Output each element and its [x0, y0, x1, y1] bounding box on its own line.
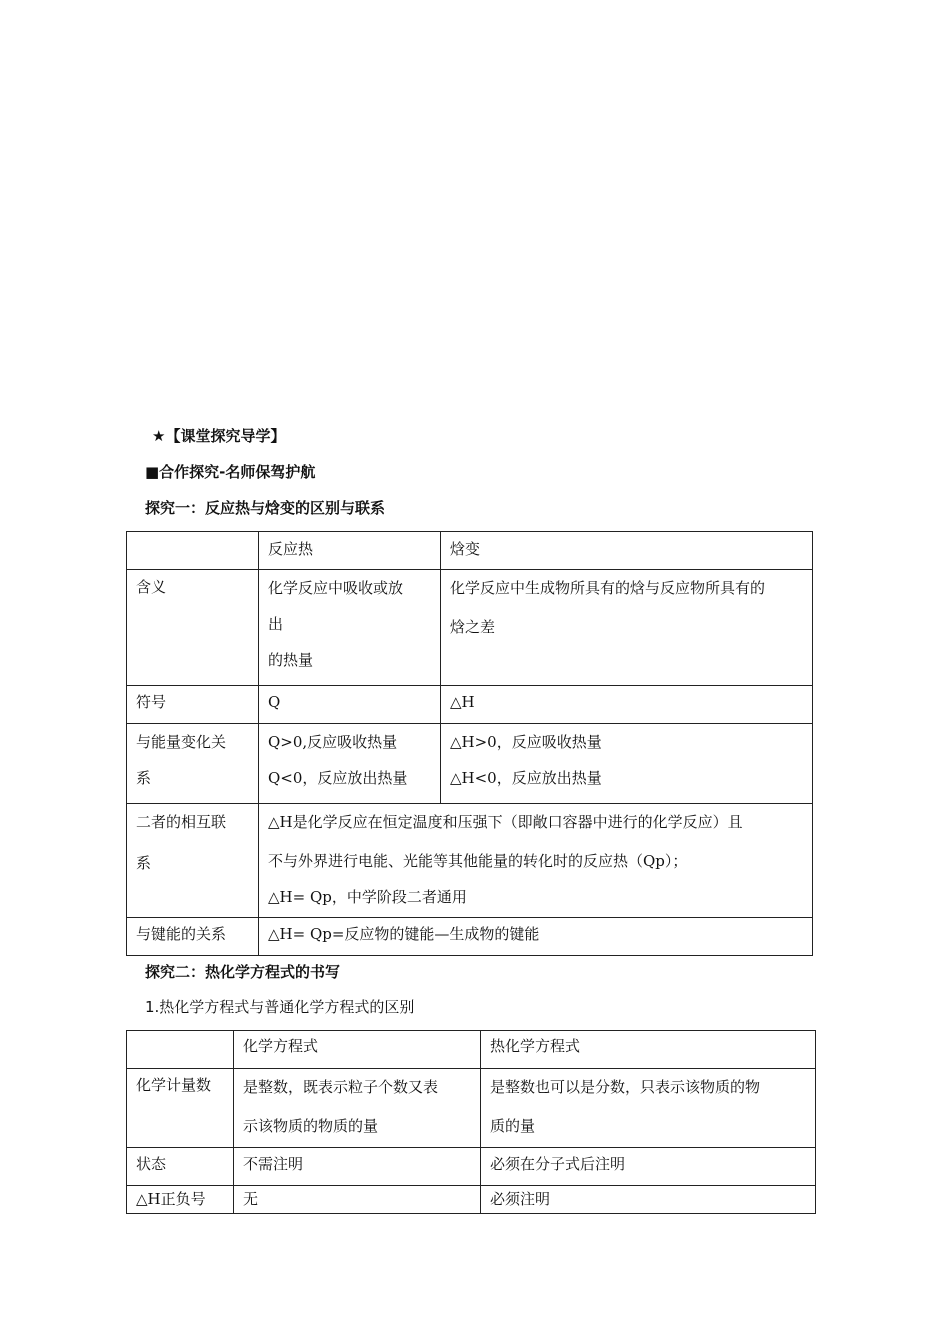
table-equation-comparison — [126, 1030, 816, 1214]
row-label-symbol: 符号 — [127, 686, 259, 724]
cell-symbol-q: Q — [259, 686, 441, 724]
text-line: △H= Qp，中学阶段二者通用 — [268, 888, 467, 906]
cell-energy-relation-dh — [441, 724, 813, 804]
text-line: 焓之差 — [450, 618, 496, 636]
cell-meaning-reaction-heat — [259, 570, 441, 686]
text-line: 是整数也可以是分数，只表示该物质的物 — [490, 1078, 761, 1096]
table-row — [127, 1069, 816, 1148]
cell-dh-sign-chemical: 无 — [234, 1186, 481, 1214]
table-row — [127, 804, 813, 918]
header-cell-empty — [127, 1031, 234, 1069]
header-cell-chemical-equation: 化学方程式 — [234, 1031, 481, 1069]
text-line: 是整数，既表示粒子个数又表 — [243, 1078, 439, 1096]
row-label-meaning: 含义 — [127, 570, 259, 686]
cell-coefficient-thermochemical — [481, 1069, 816, 1148]
row-label-dh-sign: △H正负号 — [127, 1186, 234, 1214]
cell-state-chemical: 不需注明 — [234, 1148, 481, 1186]
text-line: 二者的相互联 — [136, 813, 227, 831]
table-row — [127, 918, 813, 956]
explore2-heading: 探究二：热化学方程式的书写 — [145, 963, 341, 981]
cell-mutual-relation — [259, 804, 813, 918]
text-line: 系 — [136, 769, 152, 787]
row-label-state: 状态 — [127, 1148, 234, 1186]
table-row — [127, 686, 813, 724]
cell-energy-relation-q — [259, 724, 441, 804]
row-label-mutual-relation — [127, 804, 259, 918]
cell-dh-sign-thermochemical: 必须注明 — [481, 1186, 816, 1214]
header-cell-empty — [127, 532, 259, 570]
row-label-stoichiometric-coefficient: 化学计量数 — [127, 1069, 234, 1148]
text-line: 系 — [136, 854, 152, 872]
text-line: Q<0，反应放出热量 — [268, 769, 408, 787]
text-line: 不与外界进行电能、光能等其他能量的转化时的反应热（Qp）； — [268, 852, 688, 870]
table-row — [127, 724, 813, 804]
cell-coefficient-chemical — [234, 1069, 481, 1148]
text-line: △H<0，反应放出热量 — [450, 769, 602, 787]
coop-heading: ■合作探究-名师保驾护航 — [145, 463, 316, 481]
text-line: 的热量 — [268, 651, 314, 669]
table-row — [127, 1148, 816, 1186]
cell-meaning-enthalpy — [441, 570, 813, 686]
row-label-bond-energy: 与键能的关系 — [127, 918, 259, 956]
sub1-heading: 1.热化学方程式与普通化学方程式的区别 — [145, 998, 415, 1016]
text-line: 示该物质的物质的量 — [243, 1117, 379, 1135]
text-line: 质的量 — [490, 1117, 536, 1135]
section-heading: ★【课堂探究导学】 — [152, 427, 286, 445]
cell-state-thermochemical: 必须在分子式后注明 — [481, 1148, 816, 1186]
cell-bond-energy: △H= Qp=反应物的键能—生成物的键能 — [259, 918, 813, 956]
table-reaction-heat-vs-enthalpy — [126, 531, 813, 956]
text-line: 化学反应中吸收或放 — [268, 579, 404, 597]
text-line: △H是化学反应在恒定温度和压强下（即敞口容器中进行的化学反应）且 — [268, 813, 743, 831]
explore1-heading: 探究一：反应热与焓变的区别与联系 — [145, 499, 386, 517]
table-row — [127, 570, 813, 686]
row-label-energy-relation — [127, 724, 259, 804]
header-cell-thermochemical-equation: 热化学方程式 — [481, 1031, 816, 1069]
text-line: △H>0，反应吸收热量 — [450, 733, 602, 751]
table-header-row — [127, 532, 813, 570]
header-cell-reaction-heat: 反应热 — [259, 532, 441, 570]
table-header-row — [127, 1031, 816, 1069]
cell-symbol-dh: △H — [441, 686, 813, 724]
text-line: 出 — [268, 615, 284, 633]
text-line: 与能量变化关 — [136, 733, 227, 751]
text-line: 化学反应中生成物所具有的焓与反应物所具有的 — [450, 579, 766, 597]
header-cell-enthalpy-change: 焓变 — [441, 532, 813, 570]
table-row — [127, 1186, 816, 1214]
text-line: Q>0,反应吸收热量 — [268, 733, 398, 751]
